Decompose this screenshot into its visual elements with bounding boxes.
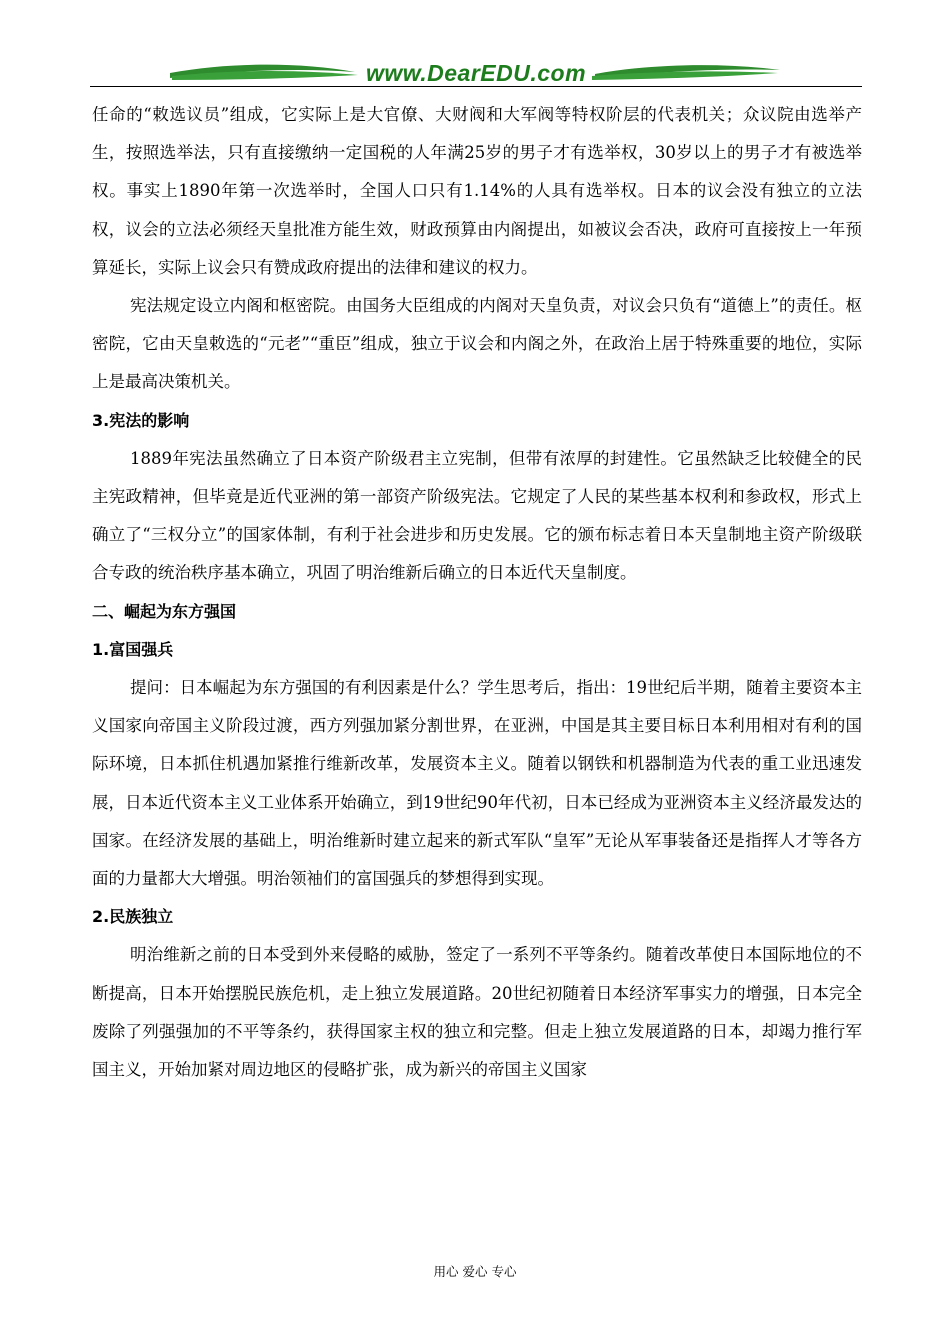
body-paragraph: 明治维新之前的日本受到外来侵略的威胁，签定了一系列不平等条约。随着改革使日本国际地位的不断提高，日本开始摆脱民族危机，走上独立发展道路。20世纪初随着日本经济军事实力的增强，日本完全废除了列强强加的不平等条约，获得国家主权的独立和完整。但走上独立发展道路的日本，却竭力推行军国主义，开始加紧对周边地区的侵略扩张，成为新兴的帝国主义国家 (92, 945, 862, 1080)
body-paragraph: 1889年宪法虽然确立了日本资产阶级君主立宪制，但带有浓厚的封建性。它虽然缺乏比较健全的民主宪政精神，但毕竟是近代亚洲的第一部资产阶级宪法。它规定了人民的某些基本权利和参政权，形式上确立了“三权分立”的国家体制，有利于社会进步和历史发展。它的颁布标志着日本天皇制地主资产阶级联合专政的统治秩序基本确立，巩固了明治维新后确立的日本近代天皇制度。 (92, 448, 862, 583)
header-divider (90, 86, 862, 87)
section-heading: 1.富国强兵 (92, 639, 174, 659)
section-heading: 2.民族独立 (92, 907, 174, 927)
body-paragraph: 任命的“敕选议员”组成，它实际上是大官僚、大财阀和大军阀等特权阶层的代表机关；众议院由选举产生，按照选举法，只有直接缴纳一定国税的人年满25岁的男子才有选举权，30岁以上的男子才有被选举权。事实上1890年第一次选举时，全国人口只有1.14%的人具有选举权。日本的议会没有独立的立法权，议会的立法必须经天皇批准方能生效，财政预算由内阁提出，如被议会否决，政府可直接按上一年预算延长，实际上议会只有赞成政府提出的法律和建议的权力。 (92, 105, 862, 277)
site-url: www.DearEDU.com (365, 60, 587, 86)
page-footer: 用心 爱心 专心 (433, 1264, 517, 1279)
body-paragraph: 宪法规定设立内阁和枢密院。由国务大臣组成的内阁对天皇负责，对议会只负有“道德上”的责任。枢密院，它由天皇敕选的“元老”“重臣”组成，独立于议会和内阁之外，在政治上居于特殊重要的地位，实际上是最高决策机关。 (92, 296, 862, 392)
body-paragraph: 提问：日本崛起为东方强国的有利因素是什么？学生思考后，指出：19世纪后半期，随着主要资本主义国家向帝国主义阶段过渡，西方列强加紧分割世界，在亚洲，中国是其主要目标日本利用相对有利的国际环境，日本抓住机遇加紧推行维新改革，发展资本主义。随着以钢铁和机器制造为代表的重工业迅速发展，日本近代资本主义工业体系开始确立，到19世纪90年代初，日本已经成为亚洲资本主义经济最发达的国家。在经济发展的基础上，明治维新时建立起来的新式军队“皇军”无论从军事装备还是指挥人才等各方面的力量都大大增强。明治领袖们的富国强兵的梦想得到实现。 (92, 678, 862, 889)
section-heading: 3.宪法的影响 (92, 410, 190, 430)
section-heading: 二、崛起为东方强国 (92, 601, 237, 621)
document-body (92, 96, 862, 1089)
